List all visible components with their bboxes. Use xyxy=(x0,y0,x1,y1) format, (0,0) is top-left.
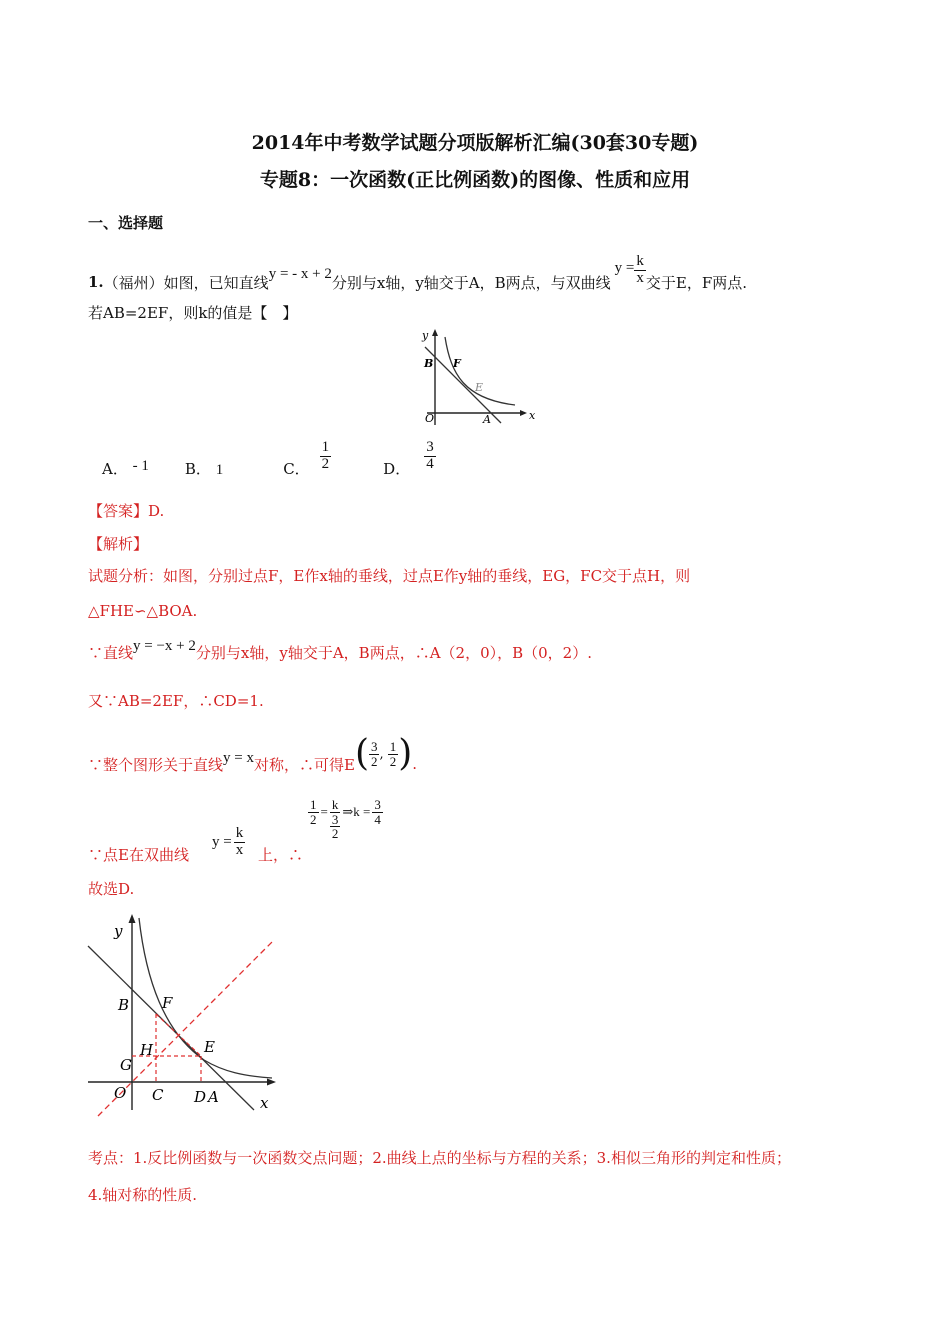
kaodian-line1: 考点：1.反比例函数与一次函数交点问题；2.曲线上点的坐标与方程的关系；3.相似三角形的判定和性质； xyxy=(88,1149,791,1167)
line-equation: y = - x + 2 xyxy=(268,265,332,282)
analysis-p7: 故选D. xyxy=(88,880,135,898)
point-e-coords: ( $\frac{3}{2}$ , $\frac{1}{2}$ ) xyxy=(354,733,413,774)
option-a[interactable] xyxy=(102,458,149,479)
option-c-label: C． xyxy=(283,459,310,478)
page-subtitle: 专题8：一次函数(正比例函数)的图像、性质和应用 xyxy=(259,169,691,191)
e-y-fraction xyxy=(388,740,399,768)
option-b-value: 1 xyxy=(215,461,224,478)
analysis-label: 【解析】 xyxy=(88,535,149,553)
p6-equation xyxy=(308,798,383,841)
p6-f1-num: 1 xyxy=(310,797,317,812)
p3-text-a: ∵直线 xyxy=(88,644,134,662)
q-y-arrow xyxy=(432,329,438,336)
p6-hyperbola xyxy=(212,826,245,859)
q-line xyxy=(425,347,501,423)
p6-f3-den: 4 xyxy=(374,811,381,827)
a-label-f: F xyxy=(162,994,173,1012)
p3-equation: y = −x + 2 xyxy=(133,638,196,654)
p5-end: . xyxy=(412,755,418,773)
q-label-a: A xyxy=(483,413,491,426)
p6-f3-num: 3 xyxy=(374,797,381,812)
p6-frac2-den xyxy=(330,813,341,841)
e-x-fraction xyxy=(369,740,380,768)
analysis-p5 xyxy=(88,730,417,778)
answer-value: D. xyxy=(148,502,165,520)
analysis-p3 xyxy=(88,638,592,663)
option-c-den: 2 xyxy=(321,455,330,472)
option-c-num: 1 xyxy=(321,438,330,455)
hyperbola-lhs: y = xyxy=(614,259,635,276)
p6-f2-den-num: 3 xyxy=(331,811,339,827)
question-text-end: 交于E，F两点. xyxy=(645,273,748,292)
p6-text-b: 上，∴ xyxy=(258,846,304,864)
a-label-y: y xyxy=(114,922,123,940)
p5-equation: y = x xyxy=(223,749,254,766)
p6-lhs: y = xyxy=(212,833,232,850)
option-d[interactable] xyxy=(383,438,436,485)
option-b-label: B． xyxy=(184,459,211,478)
q-x-arrow xyxy=(520,410,527,416)
analysis-p2: △FHE∽△BOA. xyxy=(88,602,198,620)
q-label-o: O xyxy=(425,412,435,425)
p6-den: x xyxy=(235,841,244,858)
a-label-h: H xyxy=(140,1041,154,1059)
option-a-label: A． xyxy=(102,459,128,478)
p6-arrow: ⇒k = xyxy=(342,804,371,819)
section-heading: 一、选择题 xyxy=(88,214,164,232)
option-a-value: - 1 xyxy=(132,457,149,474)
a-label-c: C xyxy=(152,1086,164,1104)
option-d-label: D． xyxy=(383,459,411,478)
q-hyperbola xyxy=(445,337,515,405)
a-label-x: x xyxy=(260,1094,269,1112)
analysis-p4: 又∵AB=2EF，∴CD=1. xyxy=(88,692,264,710)
p6-f2-den-den: 2 xyxy=(331,826,339,842)
question-intro: （福州）如图，已知直线 xyxy=(103,273,269,292)
hyperbola-fraction xyxy=(634,254,646,287)
option-d-fraction xyxy=(424,440,436,473)
left-paren-icon: ( xyxy=(354,733,369,774)
kaodian-line2: 4.轴对称的性质. xyxy=(88,1186,198,1204)
p6-hyperbola-fraction xyxy=(234,826,246,859)
q-label-x: x xyxy=(529,409,536,422)
right-paren-icon: ) xyxy=(398,733,413,774)
a-label-e: E xyxy=(204,1038,215,1056)
a-label-d: D xyxy=(194,1088,207,1106)
p3-text-b: 分别与x轴，y轴交于A，B两点，∴A（2，0），B（0，2）. xyxy=(195,644,592,662)
a-x-arrow xyxy=(267,1079,276,1086)
q-label-f: F xyxy=(453,357,461,370)
answer-line xyxy=(88,500,164,521)
a-label-a: A xyxy=(208,1088,219,1106)
p6-frac2 xyxy=(330,798,341,841)
e-y-den: 2 xyxy=(389,753,397,769)
p6-f2-num: k xyxy=(331,797,339,812)
p6-frac1 xyxy=(308,798,319,826)
hyperbola-numerator: k xyxy=(636,252,644,269)
option-d-den: 4 xyxy=(426,455,434,472)
p5-text-b: 对称，∴可得E xyxy=(253,755,355,774)
p6-text-a: ∵点E在双曲线 xyxy=(88,846,189,864)
question-number: 1. xyxy=(88,273,104,291)
e-x-num: 3 xyxy=(370,738,378,754)
q-label-b: B xyxy=(424,357,434,370)
p5-text-a: ∵整个图形关于直线 xyxy=(88,755,224,774)
answer-label: 【答案】 xyxy=(88,502,149,520)
question-line2: 若AB=2EF，则k的值是【 】 xyxy=(88,304,298,322)
page-title: 2014年中考数学试题分项版解析汇编(30套30专题) xyxy=(251,132,699,154)
option-b[interactable] xyxy=(185,458,223,479)
option-c-fraction xyxy=(320,440,332,473)
p6-f1-den: 2 xyxy=(310,811,317,827)
a-y-arrow xyxy=(129,914,136,923)
a-line xyxy=(88,946,254,1110)
analysis-figure xyxy=(84,910,284,1118)
a-label-b: B xyxy=(118,996,130,1014)
p6-frac3 xyxy=(372,798,383,826)
p6-num: k xyxy=(235,825,244,841)
question-text-mid: 分别与x轴，y轴交于A，B两点，与双曲线 xyxy=(331,273,611,292)
option-d-num: 3 xyxy=(426,438,434,455)
a-label-g: G xyxy=(120,1056,132,1074)
q-label-y: y xyxy=(422,329,429,342)
hyperbola-denominator: x xyxy=(636,269,644,286)
e-x-den: 2 xyxy=(370,753,378,769)
p6-eq: = xyxy=(320,804,328,819)
a-label-o: O xyxy=(114,1084,127,1102)
option-c[interactable] xyxy=(283,438,331,485)
q-label-e: E xyxy=(475,381,484,394)
question-figure xyxy=(405,325,545,430)
e-y-num: 1 xyxy=(389,738,397,754)
analysis-p1: 试题分析：如图，分别过点F，E作x轴的垂线，过点E作y轴的垂线，EG，FC交于点H，则 xyxy=(88,567,691,585)
options-row xyxy=(102,440,436,496)
